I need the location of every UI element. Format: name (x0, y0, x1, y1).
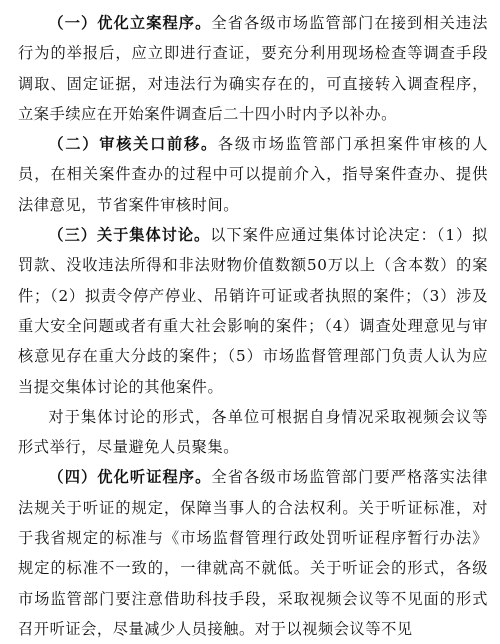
paragraph-2-text: 各级市场监管部门承担案件审核的人员，在相关案件查办的过程中可以提前介入，指导案件查办、提供法律意见，节省案件审核时间。 (18, 135, 488, 214)
paragraph-4-text: 对于集体讨论的形式，各单位可根据自身情况采取视频会议等形式举行，尽量避免人员聚集。 (18, 407, 488, 457)
paragraph-5 (18, 462, 488, 644)
paragraph-2 (18, 129, 488, 220)
paragraph-1-text: 全省各级市场监管部门在接到相关违法行为的举报后，应立即进行查证，要充分利用现场检查等调查手段调取、固定证据，对违法行为确实存在的，可直接转入调查程序，立案手续应在开始案件调查后二十四小时内予以补办。 (18, 14, 489, 123)
paragraph-5-heading: （四）优化听证程序。 (48, 468, 212, 487)
paragraph-5-text: 全省各级市场监管部门要严格落实法律法规关于听证的规定，保障当事人的合法权利。关于听证标准，对于我省规定的标准与《市场监督管理行政处罚听证程序暂行办法》规定的标准不一致的，一律就高不就低。关于听证会的形式，各级市场监管部门要注意借助科技手段，采取视频会议等不见面的形式召开听证会，尽量减少人员接触。对于以视频会议等不见 (18, 468, 489, 638)
paragraph-1 (18, 8, 488, 129)
paragraph-2-heading: （二）审核关口前移。 (48, 135, 218, 154)
document-body (18, 8, 488, 644)
paragraph-3-heading: （三）关于集体讨论。 (48, 226, 211, 245)
paragraph-3 (18, 220, 488, 402)
paragraph-4 (18, 402, 488, 463)
paragraph-1-heading: （一）优化立案程序。 (48, 14, 212, 32)
paragraph-3-text: 以下案件应通过集体讨论决定：（1）拟罚款、没收违法所得和非法财物价值数额50万以上（含本数）的案件；（2）拟责令停产停业、吊销许可证或者执照的案件；（3）涉及重大安全问题或者有重大社会影响的案件；（4）调查处理意见与审核意见存在重大分歧的案件；（5）市场监督管理部门负责人认为应当提交集体讨论的其他案件。 (18, 226, 488, 396)
